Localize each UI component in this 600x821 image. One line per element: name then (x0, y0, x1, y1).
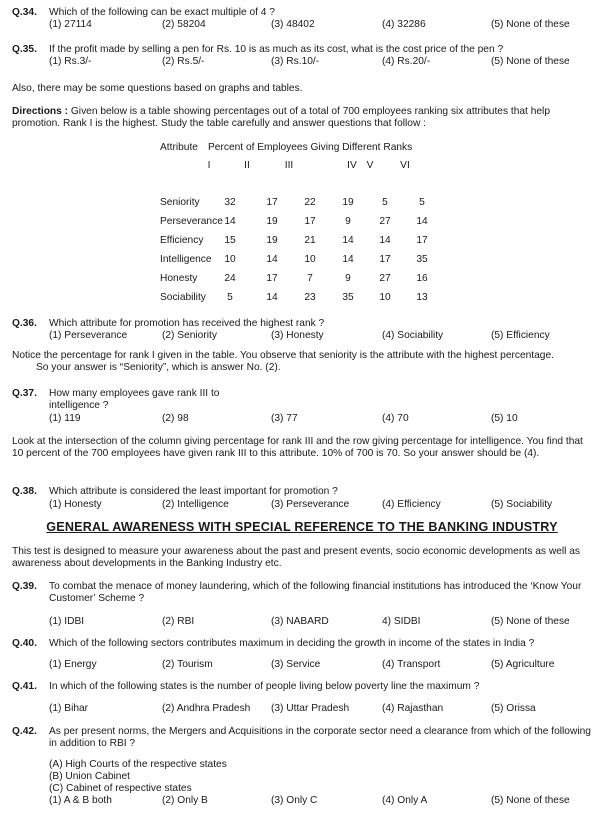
option-5: (5) Efficiency (491, 330, 550, 341)
option-3: (3) Uttar Pradesh (271, 703, 350, 714)
option-5: (5) None of these (491, 795, 570, 806)
option-3: (3) Rs.10/- (271, 56, 320, 67)
option-2: (2) RBI (162, 616, 195, 627)
option-3: (3) Honesty (271, 330, 324, 341)
percent-cell: 9 (345, 216, 351, 227)
question-number: Q.39. (12, 581, 37, 592)
percent-cell: 14 (266, 254, 278, 265)
section-heading: GENERAL AWARENESS WITH SPECIAL REFERENCE TO THE BANKING INDUSTRY (46, 520, 558, 534)
rank-header-row (160, 160, 460, 174)
question-text: Which attribute is considered the least important for promotion ? (49, 486, 338, 497)
percent-cell: 24 (224, 273, 236, 284)
question-number: Q.42. (12, 726, 37, 737)
percent-cell: 5 (382, 197, 388, 208)
percent-cell: 10 (304, 254, 316, 265)
statement-c: (C) Cabinet of respective states (49, 783, 192, 794)
option-1: (1) IDBI (49, 616, 85, 627)
percent-cell: 17 (266, 273, 278, 284)
option-2: (2) Seniority (162, 330, 217, 341)
notice-line-2: So your answer is “Seniority”, which is answer No. (2). (36, 362, 281, 374)
question-39 (12, 581, 592, 629)
question-text: Which of the following can be exact multiple of 4 ? (49, 7, 275, 18)
question-text: In which of the following states is the number of people living below poverty line the maximum ? (49, 681, 480, 692)
percent-cell: 14 (379, 235, 391, 246)
question-text: As per present norms, the Mergers and Acquisitions in the corporate sector need a clearance from which of the following in addition to RBI ? (49, 726, 591, 750)
option-4: (4) Rs.20/- (382, 56, 431, 67)
option-3: (3) Only C (271, 795, 318, 806)
option-2: (2) Tourism (162, 659, 213, 670)
question-37 (12, 388, 592, 426)
option-2: (2) Rs.5/- (162, 56, 205, 67)
option-5: (5) 10 (491, 413, 518, 424)
percent-cell: 17 (266, 197, 278, 208)
question-text-line-2: intelligence ? (49, 400, 109, 411)
percent-cell: 27 (379, 273, 391, 284)
section-intro: This test is designed to measure your awareness about the past and present events, socio economic developments as well as awareness about developments in the Banking Industry etc. (12, 546, 580, 570)
attribute-name: Intelligence (160, 254, 212, 265)
option-2: (2) 58204 (162, 19, 206, 30)
attribute-name: Efficiency (160, 235, 204, 246)
option-1: (1) Energy (49, 659, 97, 670)
percent-cell: 14 (342, 254, 354, 265)
option-4: (4) 70 (382, 413, 409, 424)
rank-label: VI (400, 160, 410, 171)
percent-cell: 16 (416, 273, 428, 284)
directions-text: Given below is a table showing percentages out of a total of 700 employees ranking six attributes that help promotion. Rank I is the highest. Study the table carefully and answer questions that follow : (12, 106, 550, 130)
option-2: (2) Andhra Pradesh (162, 703, 251, 714)
option-1: (1) A & B both (49, 795, 112, 806)
option-2: (2) Intelligence (162, 499, 229, 510)
rank-label: V (366, 160, 374, 171)
rank-label: II (244, 160, 250, 171)
rank-label: IV (347, 160, 357, 171)
percent-cell: 32 (224, 197, 236, 208)
percent-cell: 35 (416, 254, 428, 265)
option-1: (1) 27114 (49, 19, 92, 30)
option-1: (1) Bihar (49, 703, 89, 714)
percent-cell: 10 (224, 254, 236, 265)
percent-cell: 5 (419, 197, 425, 208)
option-5: (5) None of these (491, 616, 570, 627)
notice-line-1: Notice the percentage for rank I given in the table. You observe that seniority is the attribute with the highest percentage. (12, 350, 554, 361)
percent-cell: 21 (304, 235, 316, 246)
rank-label: I (207, 160, 211, 171)
question-text: Which of the following sectors contributes maximum in deciding the growth in income of the states in India ? (49, 638, 535, 649)
question-40 (12, 638, 592, 674)
also-text: Also, there may be some questions based on graphs and tables. (12, 83, 303, 94)
percent-cell: 5 (227, 292, 233, 303)
option-5: (5) Orissa (491, 703, 536, 714)
question-number: Q.38. (12, 486, 37, 497)
percent-cell: 17 (416, 235, 428, 246)
statement-b: (B) Union Cabinet (49, 771, 130, 782)
question-number: Q.35. (12, 44, 37, 55)
statement-a: (A) High Courts of the respective states (49, 759, 227, 770)
table-row (160, 254, 460, 268)
question-number: Q.41. (12, 681, 37, 692)
attribute-name: Sociability (160, 292, 206, 303)
lookat-paragraph: Look at the intersection of the column giving percentage for rank III and the row giving percentage for intelligence. You find that 10 percent of the 700 employees have given rank III to this attribute. 10% of 700 is 70. So your answer should be (4). (12, 436, 583, 460)
option-1: (1) 119 (49, 413, 81, 424)
directions-label: Directions : (12, 106, 69, 117)
notice-paragraph (12, 350, 590, 374)
table-row (160, 292, 460, 306)
option-3: (3) NABARD (271, 616, 329, 627)
option-4: (4) 32286 (382, 19, 426, 30)
percent-cell: 14 (224, 216, 236, 227)
option-4: (4) Only A (382, 795, 428, 806)
option-3: (3) 48402 (271, 19, 315, 30)
option-3: (3) 77 (271, 413, 298, 424)
table-row (160, 197, 460, 211)
option-5: (5) None of these (491, 19, 570, 30)
percent-cell: 10 (379, 292, 391, 303)
attribute-name: Perseverance (160, 216, 223, 227)
percent-cell: 9 (345, 273, 351, 284)
percent-cell: 35 (342, 292, 354, 303)
option-4: (4) Efficiency (382, 499, 441, 510)
percent-cell: 7 (307, 273, 313, 284)
question-text-line-1: How many employees gave rank III to (49, 388, 220, 399)
percent-cell: 17 (379, 254, 391, 265)
option-4: (4) Rajasthan (382, 703, 444, 714)
option-3: (3) Service (271, 659, 321, 670)
percent-cell: 14 (266, 292, 278, 303)
table-row (160, 235, 460, 249)
ranks-group-header: Percent of Employees Giving Different Ranks (208, 142, 413, 153)
attribute-name: Honesty (160, 273, 198, 284)
percent-cell: 14 (342, 235, 354, 246)
option-5: (5) None of these (491, 56, 570, 67)
option-2: (2) Only B (162, 795, 208, 806)
rank-label: III (284, 160, 294, 171)
percent-cell: 19 (266, 216, 278, 227)
option-2: (2) 98 (162, 413, 189, 424)
question-number: Q.37. (12, 388, 37, 399)
table-row (160, 216, 460, 230)
question-38 (12, 486, 592, 512)
option-1: (1) Honesty (49, 499, 102, 510)
option-4: 4) SIDBI (382, 616, 421, 627)
question-35 (12, 44, 592, 70)
question-42 (12, 726, 592, 818)
percent-cell: 14 (416, 216, 428, 227)
percent-cell: 27 (379, 216, 391, 227)
question-34 (12, 7, 592, 33)
option-1: (1) Rs.3/- (49, 56, 92, 67)
question-41 (12, 681, 592, 717)
percent-cell: 19 (266, 235, 278, 246)
attribute-name: Seniority (160, 197, 200, 208)
ranks-table (160, 142, 460, 310)
attribute-header: Attribute (160, 142, 198, 153)
percent-cell: 17 (304, 216, 316, 227)
question-number: Q.36. (12, 318, 37, 329)
percent-cell: 22 (304, 197, 316, 208)
question-text: Which attribute for promotion has received the highest rank ? (49, 318, 325, 329)
table-row (160, 273, 460, 287)
option-5: (5) Sociability (491, 499, 553, 510)
option-5: (5) Agriculture (491, 659, 555, 670)
option-1: (1) Perseverance (49, 330, 128, 341)
option-3: (3) Perseverance (271, 499, 350, 510)
option-4: (4) Sociability (382, 330, 444, 341)
percent-cell: 19 (342, 197, 354, 208)
question-text: To combat the menace of money laundering, which of the following financial institutions has introduced the ‘Know Your Customer’ Scheme ? (49, 581, 582, 605)
percent-cell: 15 (224, 235, 236, 246)
directions-paragraph (12, 106, 590, 130)
question-text: If the profit made by selling a pen for Rs. 10 is as much as its cost, what is the cost price of the pen ? (49, 44, 504, 55)
question-36 (12, 318, 592, 344)
percent-cell: 13 (416, 292, 428, 303)
percent-cell: 23 (304, 292, 316, 303)
question-number: Q.40. (12, 638, 37, 649)
question-number: Q.34. (12, 7, 37, 18)
option-4: (4) Transport (382, 659, 441, 670)
